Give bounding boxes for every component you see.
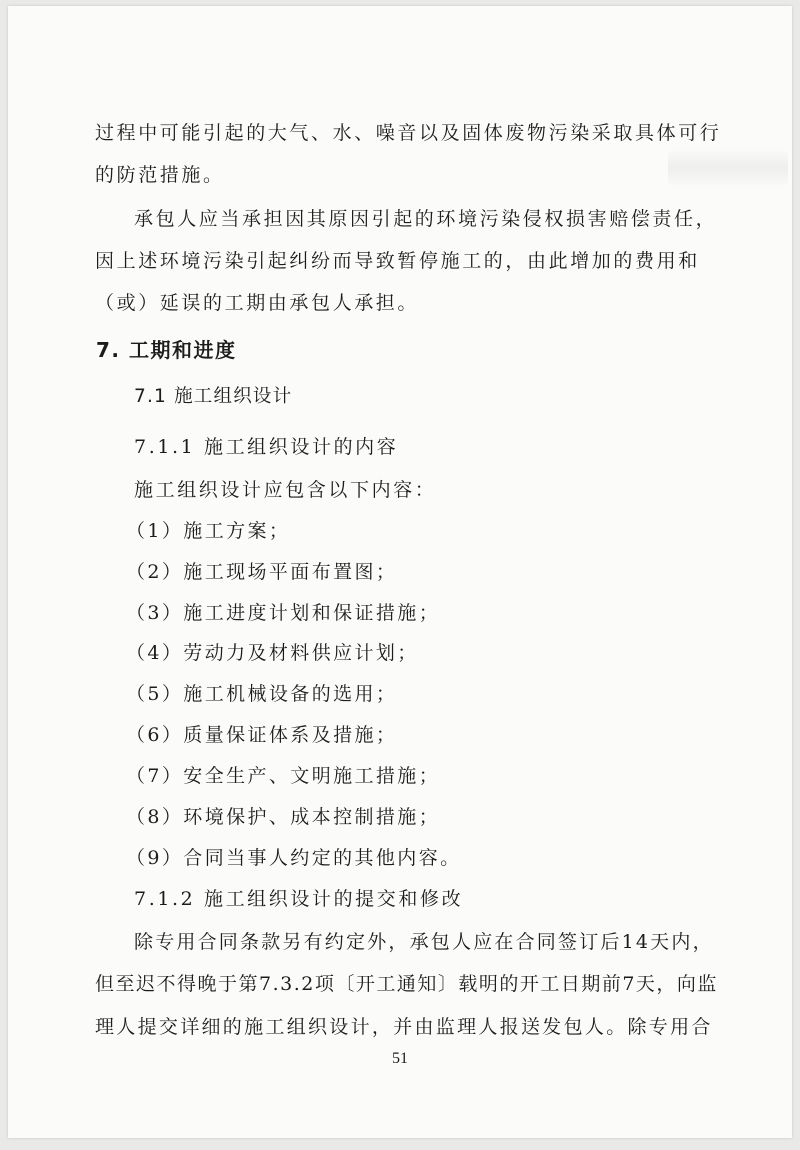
list-item: （7）安全生产、文明施工措施； (126, 765, 441, 787)
section-7-1-heading: 7.1 施工组织设计 (134, 386, 293, 407)
clause-7-1-1-intro: 施工组织设计应包含以下内容： (134, 479, 437, 501)
liability-paragraph-line-2: 因上述环境污染引起纠纷而导致暂停施工的，由此增加的费用和 (95, 250, 700, 272)
env-paragraph-line-2: 的防范措施。 (95, 164, 225, 186)
clause-7-1-1-heading: 7.1.1 施工组织设计的内容 (134, 436, 399, 458)
clause-7-1-2-line-3: 理人提交详细的施工组织设计，并由监理人报送发包人。除专用合 (95, 1016, 713, 1038)
list-item: （5）施工机械设备的选用； (126, 683, 398, 705)
clause-7-1-2-heading: 7.1.2 施工组织设计的提交和修改 (134, 888, 464, 910)
env-paragraph-line-1: 过程中可能引起的大气、水、噪音以及固体废物污染采取具体可行 (95, 122, 722, 144)
list-item: （2）施工现场平面布置图； (126, 561, 398, 583)
list-item: （4）劳动力及材料供应计划； (126, 642, 419, 664)
list-item: （1）施工方案； (126, 520, 291, 542)
list-item: （6）质量保证体系及措施； (126, 724, 398, 746)
liability-paragraph-line-3: （或）延误的工期由承包人承担。 (95, 292, 420, 314)
clause-7-1-2-line-2: 但至迟不得晚于第7.3.2项〔开工通知〕载明的开工日期前7天，向监 (95, 973, 718, 995)
document-page (8, 6, 792, 1138)
page-number: 51 (392, 1050, 408, 1067)
liability-paragraph-line-1: 承包人应当承担因其原因引起的环境污染侵权损害赔偿责任， (134, 208, 718, 230)
scan-shadow (668, 148, 788, 188)
list-item: （9）合同当事人约定的其他内容。 (126, 847, 462, 869)
list-item: （8）环境保护、成本控制措施； (126, 806, 441, 828)
section-7-heading: 7. 工期和进度 (96, 338, 237, 362)
list-item: （3）施工进度计划和保证措施； (126, 602, 441, 624)
clause-7-1-2-line-1: 除专用合同条款另有约定外，承包人应在合同签订后14天内， (134, 931, 714, 953)
